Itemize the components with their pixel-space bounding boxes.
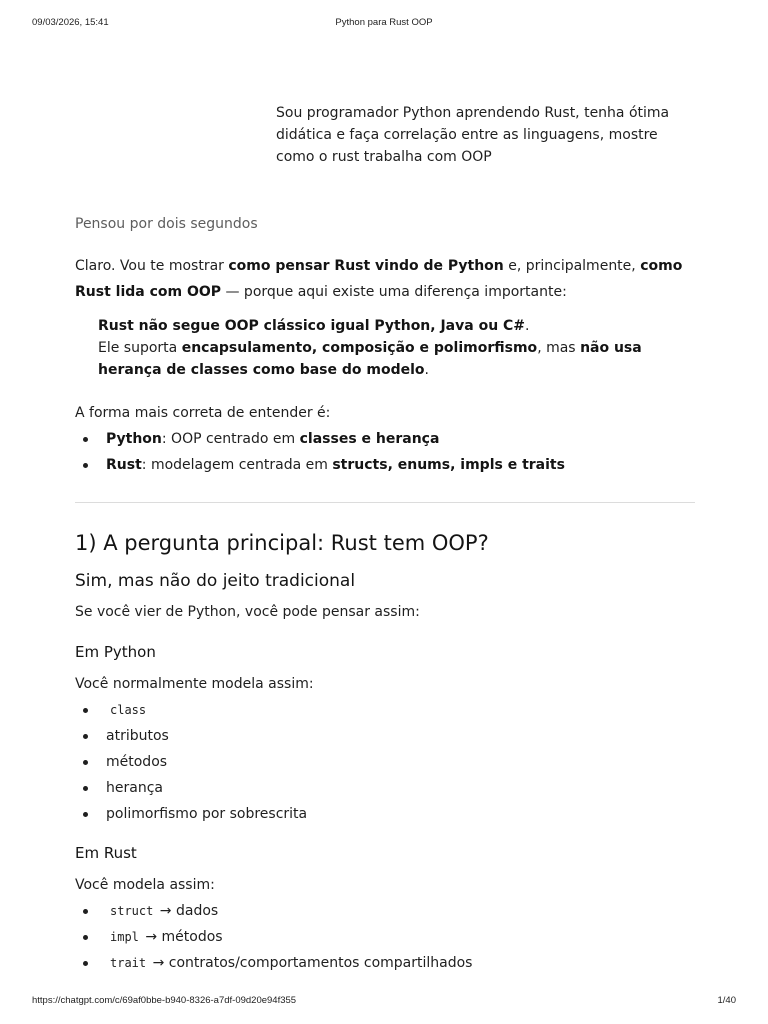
list-item-text: : OOP centrado em [161, 431, 300, 447]
list-item: atributos [75, 723, 695, 749]
list-item: polimorfismo por sobrescrita [75, 801, 695, 827]
quote-line-1-end: . [525, 318, 530, 334]
rust-lead: Você modela assim: [75, 877, 215, 893]
code-inline: impl [110, 930, 139, 944]
python-heading: Em Python [75, 643, 156, 661]
list-item-bold-2: structs, enums, impls e traits [332, 457, 565, 473]
rust-list [75, 898, 695, 976]
code-inline: class [110, 703, 147, 717]
list-item [75, 697, 695, 723]
list-item: herança [75, 775, 695, 801]
print-footer [32, 995, 736, 1009]
comparison-list [75, 426, 695, 478]
list-item [75, 452, 695, 478]
python-lead: Você normalmente modela assim: [75, 676, 314, 692]
code-inline: trait [110, 956, 147, 970]
correct-way-paragraph: A forma mais correta de entender é: [75, 405, 331, 421]
list-item-text: : modelagem centrada em [141, 457, 333, 473]
print-datetime: 09/03/2026, 15:41 [32, 17, 109, 28]
print-header [32, 17, 736, 31]
assistant-response [75, 213, 695, 976]
intro-paragraph [75, 253, 695, 305]
intro-text-3: — porque aqui existe uma diferença importante: [221, 284, 567, 300]
list-item [75, 898, 695, 924]
intro-text-2: e, principalmente, [503, 258, 641, 274]
list-item-text: → contratos/comportamentos compartilhados [148, 955, 473, 971]
intro-bold-1: como pensar Rust vindo de Python [228, 258, 504, 274]
list-item [75, 924, 695, 950]
user-message: Sou programador Python aprendendo Rust, tenha ótima didática e faça correlação entre as linguagens, mostre como o rust trabalha com OOP [276, 105, 670, 165]
thought-label: Pensou por dois segundos [75, 216, 258, 232]
list-item-text: → métodos [140, 929, 223, 945]
code-inline: struct [110, 904, 154, 918]
list-item-bold-2: classes e herança [299, 431, 440, 447]
quote-bold-1: encapsulamento, composição e polimorfismo [181, 340, 538, 356]
print-url: https://chatgpt.com/c/69af0bbe-b940-8326-a7df-09d20e94f355 [32, 995, 297, 1006]
quote-text-1: Ele suporta [98, 340, 182, 356]
intro-text-1: Claro. Vou te mostrar [75, 258, 229, 274]
section-subheading: Sim, mas não do jeito tradicional [75, 571, 356, 591]
list-item [75, 950, 695, 976]
python-list [75, 697, 695, 827]
section-heading: 1) A pergunta principal: Rust tem OOP? [75, 531, 489, 555]
section-lead: Se você vier de Python, você pode pensar assim: [75, 604, 420, 620]
quote-text-2: , mas [537, 340, 581, 356]
quote-line-1-bold: Rust não segue OOP clássico igual Python, Java ou C# [98, 318, 526, 334]
rust-heading: Em Rust [75, 844, 137, 862]
list-item: métodos [75, 749, 695, 775]
quote-text-3: . [424, 362, 429, 378]
print-title: Python para Rust OOP [335, 17, 433, 28]
list-item-bold: Rust [106, 457, 142, 473]
print-page-number: 1/40 [717, 995, 736, 1006]
intro-bold-2: como Rust lida com OOP [75, 258, 683, 300]
list-item-bold: Python [106, 431, 162, 447]
quote-bold-2: não usa herança de classes como base do modelo [98, 340, 642, 378]
list-item-text: → dados [155, 903, 219, 919]
blockquote [75, 315, 695, 381]
list-item [75, 426, 695, 452]
